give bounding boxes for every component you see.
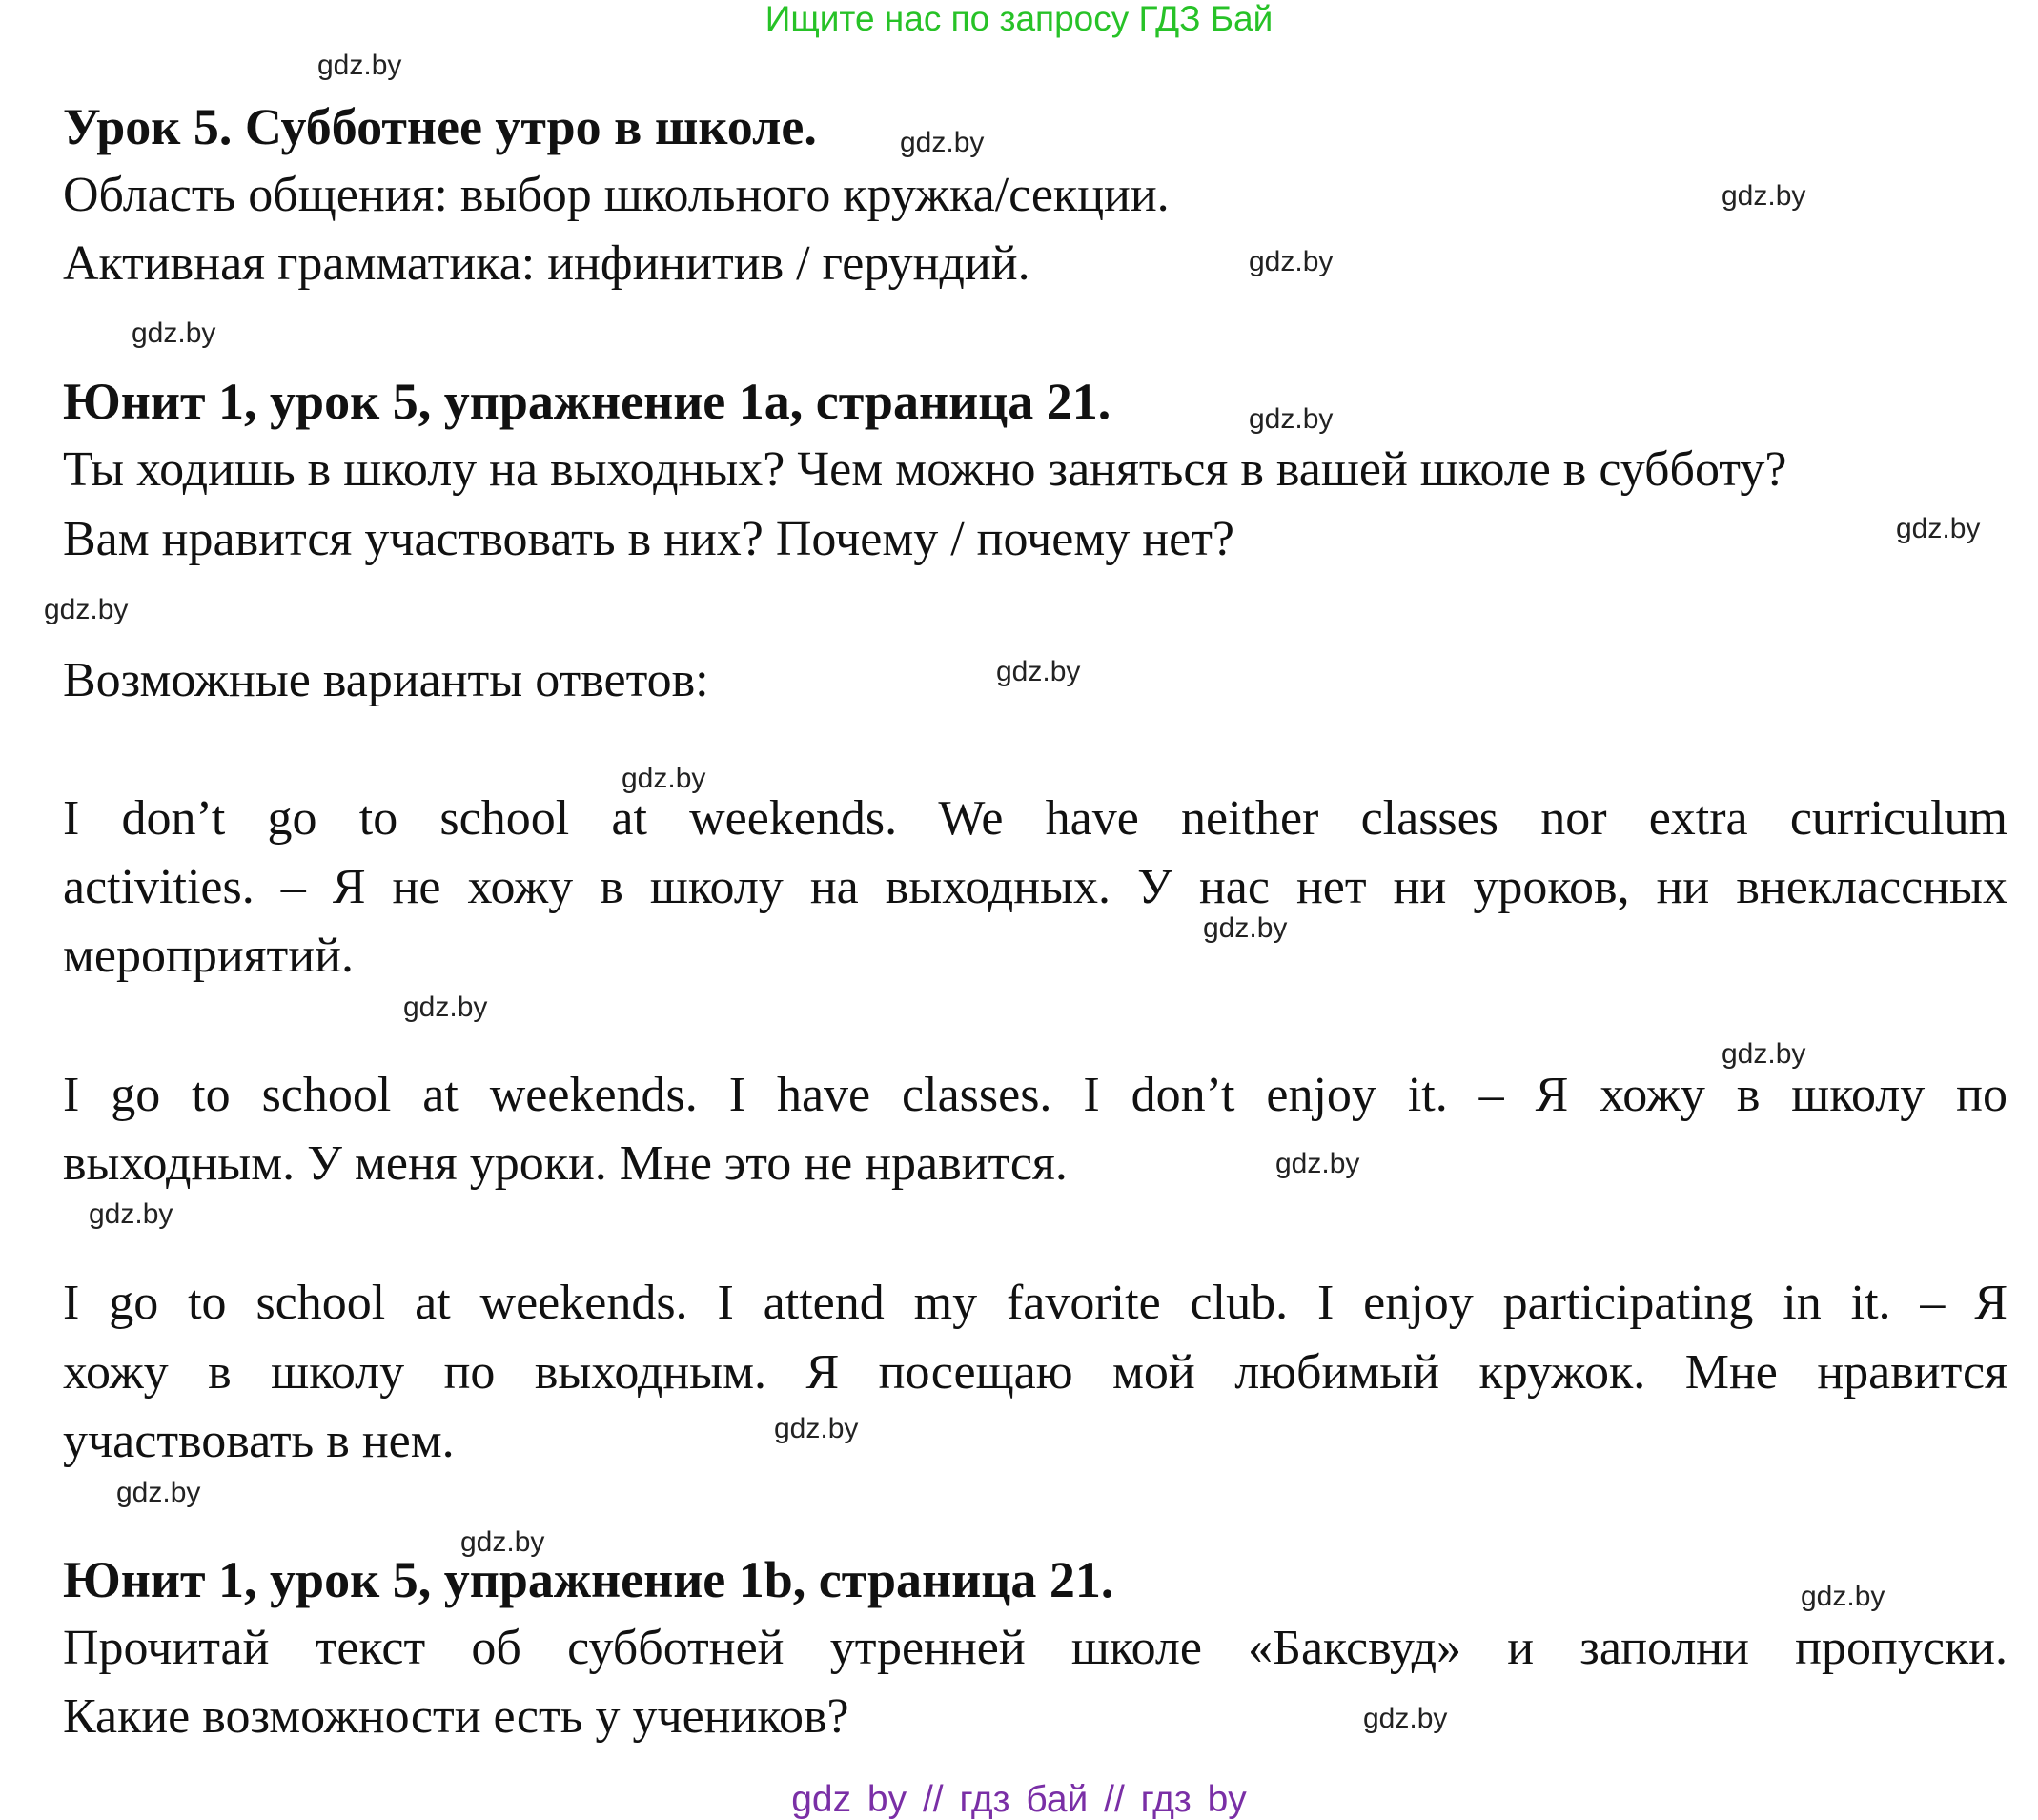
answer-3-line: участвовать в нем. bbox=[63, 1414, 455, 1468]
watermark: gdz.by bbox=[1203, 912, 1288, 944]
watermark: gdz.by bbox=[996, 656, 1081, 687]
watermark: gdz.by bbox=[1722, 180, 1806, 212]
watermark: gdz.by bbox=[1896, 513, 1981, 544]
exercise-1a-question-line: Ты ходишь в школу на выходных? Чем можно заняться в вашей школе в субботу? bbox=[63, 442, 1787, 497]
answers-label: Возможные варианты ответов: bbox=[63, 653, 709, 707]
watermark: gdz.by bbox=[1801, 1581, 1885, 1612]
watermark: gdz.by bbox=[460, 1526, 545, 1558]
watermark: gdz.by bbox=[1249, 246, 1334, 277]
communication-area: Область общения: выбор школьного кружка/секции. bbox=[63, 168, 1170, 222]
watermark: gdz.by bbox=[116, 1477, 201, 1508]
exercise-1b-task-line: Прочитай текст об субботней утренней школе «Баксвуд» и заполни пропуски. bbox=[63, 1621, 2007, 1675]
exercise-1b-task-line: Какие возможности есть у учеников? bbox=[63, 1689, 849, 1744]
watermark: gdz.by bbox=[403, 992, 488, 1023]
watermark: gdz.by bbox=[774, 1413, 859, 1444]
watermark: gdz.by bbox=[1722, 1038, 1806, 1070]
answer-1-line: мероприятий. bbox=[63, 929, 354, 983]
answer-1-line: I don’t go to school at weekends. We have neither classes nor extra curriculum bbox=[63, 791, 2007, 846]
answer-1-line: activities. – Я не хожу в школу на выходных. У нас нет ни уроков, ни внеклассных bbox=[63, 860, 2007, 914]
watermark: gdz.by bbox=[1275, 1148, 1360, 1179]
answer-3-line: хожу в школу по выходным. Я посещаю мой любимый кружок. Мне нравится bbox=[63, 1345, 2007, 1400]
exercise-1b-heading: Юнит 1, урок 5, упражнение 1b, страница 21. bbox=[63, 1551, 1114, 1608]
answer-2-line: I go to school at weekends. I have classes. I don’t enjoy it. – Я хожу в школу по bbox=[63, 1068, 2007, 1122]
answer-2-line: выходным. У меня уроки. Мне это не нравится. bbox=[63, 1136, 1068, 1191]
watermark: gdz.by bbox=[132, 317, 216, 349]
lesson-title: Урок 5. Субботнее утро в школе. bbox=[63, 98, 817, 155]
watermark: gdz.by bbox=[317, 50, 402, 81]
watermark: gdz.by bbox=[89, 1198, 173, 1230]
watermark: gdz.by bbox=[900, 127, 985, 158]
search-banner: Ищите нас по запросу ГДЗ Бай bbox=[764, 0, 1274, 38]
watermark: gdz.by bbox=[622, 763, 706, 794]
footer-watermark: gdz by // гдз бай // гдз by bbox=[791, 1779, 1247, 1820]
watermark: gdz.by bbox=[44, 594, 129, 625]
watermark: gdz.by bbox=[1249, 403, 1334, 435]
active-grammar: Активная грамматика: инфинитив / герундий. bbox=[63, 236, 1030, 291]
exercise-1a-question-line: Вам нравится участвовать в них? Почему / почему нет? bbox=[63, 512, 1235, 566]
answer-3-line: I go to school at weekends. I attend my favorite club. I enjoy participating in it. – Я bbox=[63, 1276, 2007, 1330]
exercise-1a-heading: Юнит 1, урок 5, упражнение 1a, страница 21. bbox=[63, 373, 1111, 430]
watermark: gdz.by bbox=[1363, 1703, 1448, 1734]
